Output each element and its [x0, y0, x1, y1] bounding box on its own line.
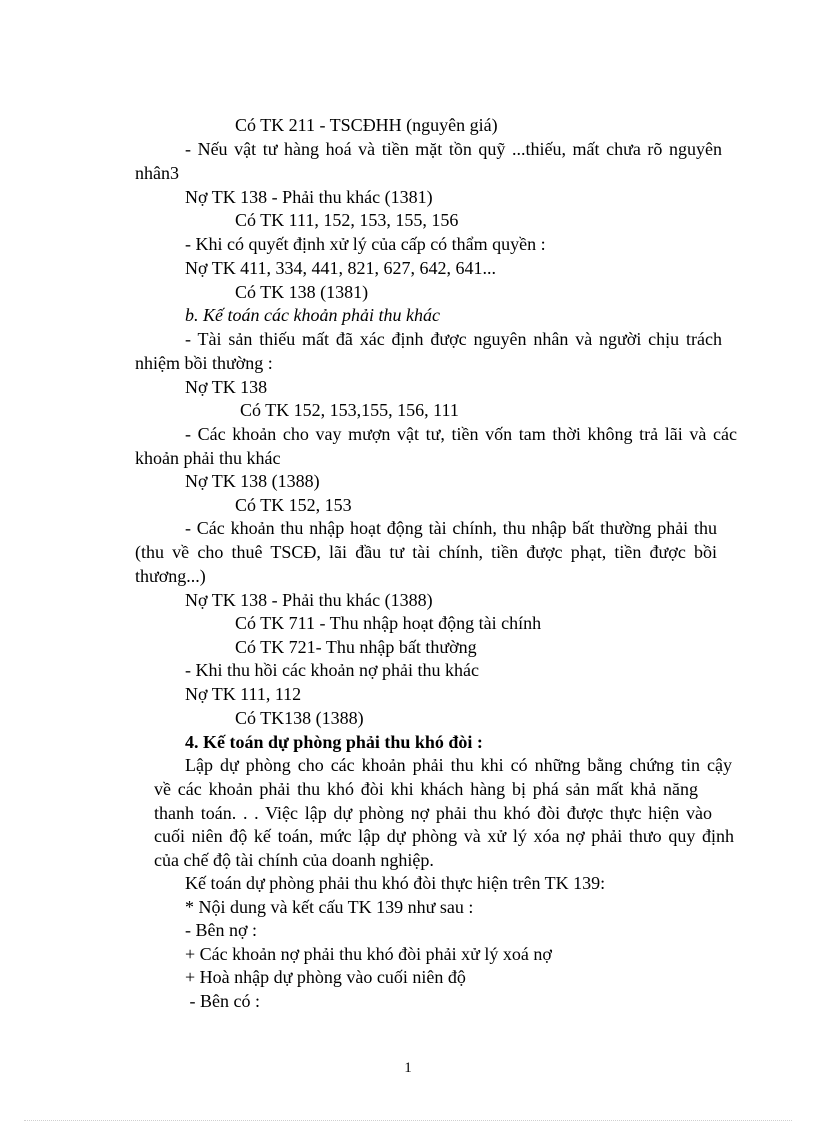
line-income-end: thương...)	[135, 566, 206, 586]
page-bottom-divider	[24, 1120, 792, 1121]
line-income-cont: (thu về cho thuê TSCĐ, lãi đầu tư tài chính, tiền được phạt, tiền được bồi	[135, 542, 717, 562]
para-provision-3: thanh toán. . . Việc lập dự phòng nợ phải thu khó đòi được thực hiện vào	[154, 803, 712, 823]
line-credit-tk711: Có TK 711 - Thu nhập hoạt động tài chính	[235, 613, 542, 633]
line-debit-side: - Bên nợ :	[185, 920, 258, 940]
page-number: 1	[404, 1060, 412, 1076]
line-debit-tk138-1388-a: Nợ TK 138 (1388)	[185, 471, 320, 491]
line-debit-tk138-1381: Nợ TK 138 - Phải thu khác (1381)	[185, 187, 433, 207]
line-credit-side: - Bên có :	[185, 991, 260, 1011]
section-heading-b: b. Kế toán các khoản phải thu khác	[185, 305, 440, 325]
para-provision-1: Lập dự phòng cho các khoản phải thu khi có những bằng chứng tin cậy	[185, 755, 732, 775]
line-credit-tk138-1388: Có TK138 (1388)	[235, 708, 364, 728]
para-provision-5: của chế độ tài chính của doanh nghiệp.	[154, 850, 434, 870]
line-tk139-structure: * Nội dung và kết cấu TK 139 như sau :	[185, 897, 474, 917]
line-credit-tk152-153: Có TK 152, 153	[235, 495, 352, 515]
line-debit-tk138-1388-b: Nợ TK 138 - Phải thu khác (1388)	[185, 590, 433, 610]
line-credit-tk721: Có TK 721- Thu nhập bất thường	[235, 637, 477, 657]
line-income: - Các khoản thu nhập hoạt động tài chính, thu nhập bất thường phải thu	[185, 518, 717, 538]
line-collection: - Khi thu hồi các khoản nợ phải thu khác	[185, 660, 479, 680]
line-shortage-unknown: - Nếu vật tư hàng hoá và tiền mặt tồn quỹ ...thiếu, mất chưa rõ nguyên	[185, 139, 722, 159]
line-credit-tk138-1381: Có TK 138 (1381)	[235, 282, 369, 302]
line-reversal: + Hoà nhập dự phòng vào cuối niên độ	[185, 967, 466, 987]
section-heading-4: 4. Kế toán dự phòng phải thu khó đòi :	[185, 732, 483, 752]
line-loans-cont: khoản phải thu khác	[135, 448, 281, 468]
line-credit-tk152-111: Có TK 152, 153,155, 156, 111	[240, 400, 459, 420]
line-credit-tk111-156: Có TK 111, 152, 153, 155, 156	[235, 210, 459, 230]
line-asset-shortage-cont: nhiệm bồi thường :	[135, 353, 273, 373]
line-shortage-unknown-cont: nhân3	[135, 163, 179, 183]
line-write-off: + Các khoản nợ phải thu khó đòi phải xử lý xoá nợ	[185, 944, 552, 964]
para-provision-2: về các khoản phải thu khó đòi khi khách hàng bị phá sản mất khả năng	[154, 779, 698, 799]
para-provision-4: cuối niên độ kế toán, mức lập dự phòng và xử lý xóa nợ phải thưo quy định	[154, 826, 734, 846]
line-asset-shortage: - Tài sản thiếu mất đã xác định được nguyên nhân và người chịu trách	[185, 329, 722, 349]
line-loans: - Các khoản cho vay mượn vật tư, tiền vốn tam thời không trả lãi và các	[185, 424, 737, 444]
line-debit-tk411-641: Nợ TK 411, 334, 441, 821, 627, 642, 641...	[185, 258, 497, 278]
line-debit-tk111-112: Nợ TK 111, 112	[185, 684, 302, 704]
line-decision: - Khi có quyết định xử lý của cấp có thẩm quyền :	[185, 234, 546, 254]
line-credit-tk211: Có TK 211 - TSCĐHH (nguyên giá)	[235, 115, 498, 135]
line-debit-tk138: Nợ TK 138	[185, 377, 268, 397]
line-tk139-intro: Kế toán dự phòng phải thu khó đòi thực hiện trên TK 139:	[185, 873, 606, 893]
